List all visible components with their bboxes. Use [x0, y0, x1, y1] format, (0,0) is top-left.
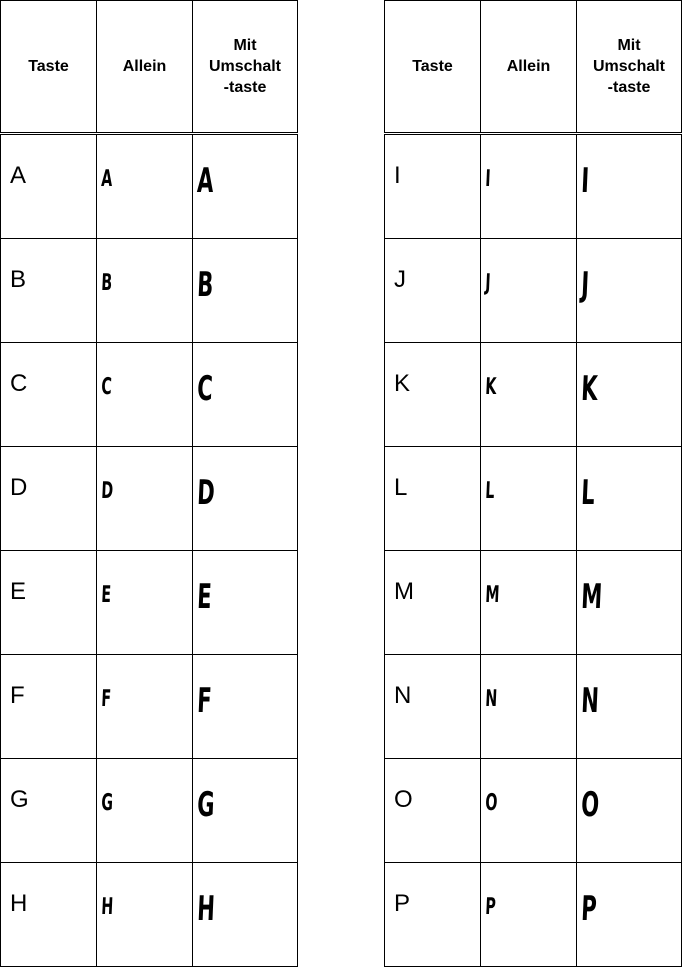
shift-cell: [577, 134, 682, 239]
alone-glyph: K: [484, 374, 497, 400]
shift-glyph: J: [580, 265, 590, 305]
shift-glyph: P: [580, 889, 598, 929]
shift-cell: [577, 447, 682, 551]
key-label: H: [10, 890, 28, 917]
alone-cell: [481, 759, 577, 863]
shift-glyph: K: [580, 369, 599, 409]
alone-glyph: O: [484, 790, 498, 816]
key-label: N: [394, 682, 412, 709]
table-row: [385, 655, 682, 759]
alone-glyph: P: [484, 894, 497, 920]
shift-glyph: L: [580, 473, 596, 513]
alone-glyph: G: [100, 790, 114, 816]
alone-cell: [481, 655, 577, 759]
key-cell: [385, 655, 481, 759]
key-cell: [385, 343, 481, 447]
header-shift-line3: -taste: [607, 79, 651, 96]
shift-glyph: A: [196, 161, 215, 201]
alone-glyph: I: [484, 166, 492, 192]
header-shift: [577, 1, 682, 134]
key-label: E: [10, 578, 27, 605]
alone-glyph: D: [100, 478, 114, 504]
key-cell: [1, 655, 97, 759]
table-row: [385, 759, 682, 863]
alone-glyph: F: [100, 686, 112, 712]
alone-glyph: J: [484, 270, 492, 296]
alone-cell: [97, 343, 193, 447]
header-shift: [193, 1, 298, 134]
alone-cell: [481, 447, 577, 551]
key-label: G: [10, 786, 29, 813]
key-label: P: [394, 890, 411, 917]
shift-cell: [577, 759, 682, 863]
key-label: D: [10, 474, 28, 501]
alone-glyph: C: [100, 374, 113, 400]
shift-glyph: B: [196, 265, 215, 305]
header-alone: Allein: [97, 1, 193, 134]
key-label: F: [10, 682, 25, 709]
table-row: [385, 343, 682, 447]
keymap-table-right: [384, 0, 682, 967]
table-row: [385, 863, 682, 967]
alone-glyph: H: [100, 894, 114, 920]
header-shift-line2: Umschalt: [208, 58, 282, 75]
key-cell: [385, 863, 481, 967]
header-shift-line1: Mit: [233, 37, 257, 54]
table-row: [1, 134, 298, 239]
alone-glyph: N: [484, 686, 498, 712]
alone-glyph: B: [100, 270, 113, 296]
key-label: M: [394, 578, 414, 605]
shift-glyph: G: [196, 785, 216, 825]
key-cell: [385, 551, 481, 655]
shift-cell: [577, 239, 682, 343]
shift-cell: [577, 343, 682, 447]
shift-glyph: D: [196, 473, 216, 513]
header-row: [1, 1, 298, 134]
alone-glyph: E: [100, 582, 112, 608]
shift-glyph: I: [580, 161, 590, 201]
header-alone: Allein: [481, 1, 577, 134]
header-shift-line3: -taste: [223, 79, 267, 96]
header-key: Taste: [1, 1, 97, 134]
shift-cell: [193, 759, 298, 863]
key-cell: [1, 863, 97, 967]
header-row: [385, 1, 682, 134]
key-label: A: [10, 162, 27, 189]
shift-cell: [577, 551, 682, 655]
shift-cell: [577, 655, 682, 759]
key-label: J: [394, 266, 406, 293]
shift-glyph: F: [196, 681, 213, 721]
shift-cell: [577, 863, 682, 967]
alone-cell: [97, 239, 193, 343]
alone-cell: [481, 551, 577, 655]
header-key: Taste: [385, 1, 481, 134]
key-cell: [1, 759, 97, 863]
table-row: [385, 447, 682, 551]
key-cell: [1, 134, 97, 239]
table-row: [1, 655, 298, 759]
key-label: C: [10, 370, 28, 397]
alone-glyph: L: [484, 478, 495, 504]
key-cell: [385, 447, 481, 551]
header-shift-line2: Umschalt: [592, 58, 666, 75]
alone-cell: [97, 551, 193, 655]
key-label: I: [394, 162, 401, 189]
table-row: [1, 863, 298, 967]
shift-cell: [193, 239, 298, 343]
shift-glyph: O: [580, 785, 600, 825]
shift-glyph: H: [196, 889, 216, 929]
key-label: O: [394, 786, 413, 813]
table-row: [1, 551, 298, 655]
shift-glyph: N: [580, 681, 600, 721]
alone-cell: [97, 759, 193, 863]
shift-cell: [193, 343, 298, 447]
alone-cell: [97, 655, 193, 759]
key-label: K: [394, 370, 411, 397]
shift-glyph: M: [580, 577, 604, 617]
alone-cell: [481, 343, 577, 447]
shift-cell: [193, 551, 298, 655]
table-row: [385, 134, 682, 239]
shift-glyph: E: [196, 577, 213, 617]
table-row: [1, 759, 298, 863]
key-label: B: [10, 266, 27, 293]
key-cell: [385, 239, 481, 343]
alone-glyph: A: [100, 166, 113, 192]
alone-cell: [481, 863, 577, 967]
shift-cell: [193, 655, 298, 759]
alone-glyph: M: [484, 582, 501, 608]
alone-cell: [97, 134, 193, 239]
key-cell: [1, 447, 97, 551]
key-cell: [1, 239, 97, 343]
shift-cell: [193, 447, 298, 551]
table-row: [1, 239, 298, 343]
table-row: [1, 343, 298, 447]
key-cell: [385, 759, 481, 863]
alone-cell: [97, 863, 193, 967]
alone-cell: [481, 134, 577, 239]
header-shift-line1: Mit: [617, 37, 641, 54]
keymap-table-left: [0, 0, 298, 967]
key-label: L: [394, 474, 408, 501]
alone-cell: [97, 447, 193, 551]
shift-glyph: C: [196, 369, 214, 409]
alone-cell: [481, 239, 577, 343]
key-cell: [385, 134, 481, 239]
shift-cell: [193, 134, 298, 239]
key-cell: [1, 551, 97, 655]
table-row: [385, 239, 682, 343]
shift-cell: [193, 863, 298, 967]
table-row: [1, 447, 298, 551]
table-row: [385, 551, 682, 655]
key-cell: [1, 343, 97, 447]
